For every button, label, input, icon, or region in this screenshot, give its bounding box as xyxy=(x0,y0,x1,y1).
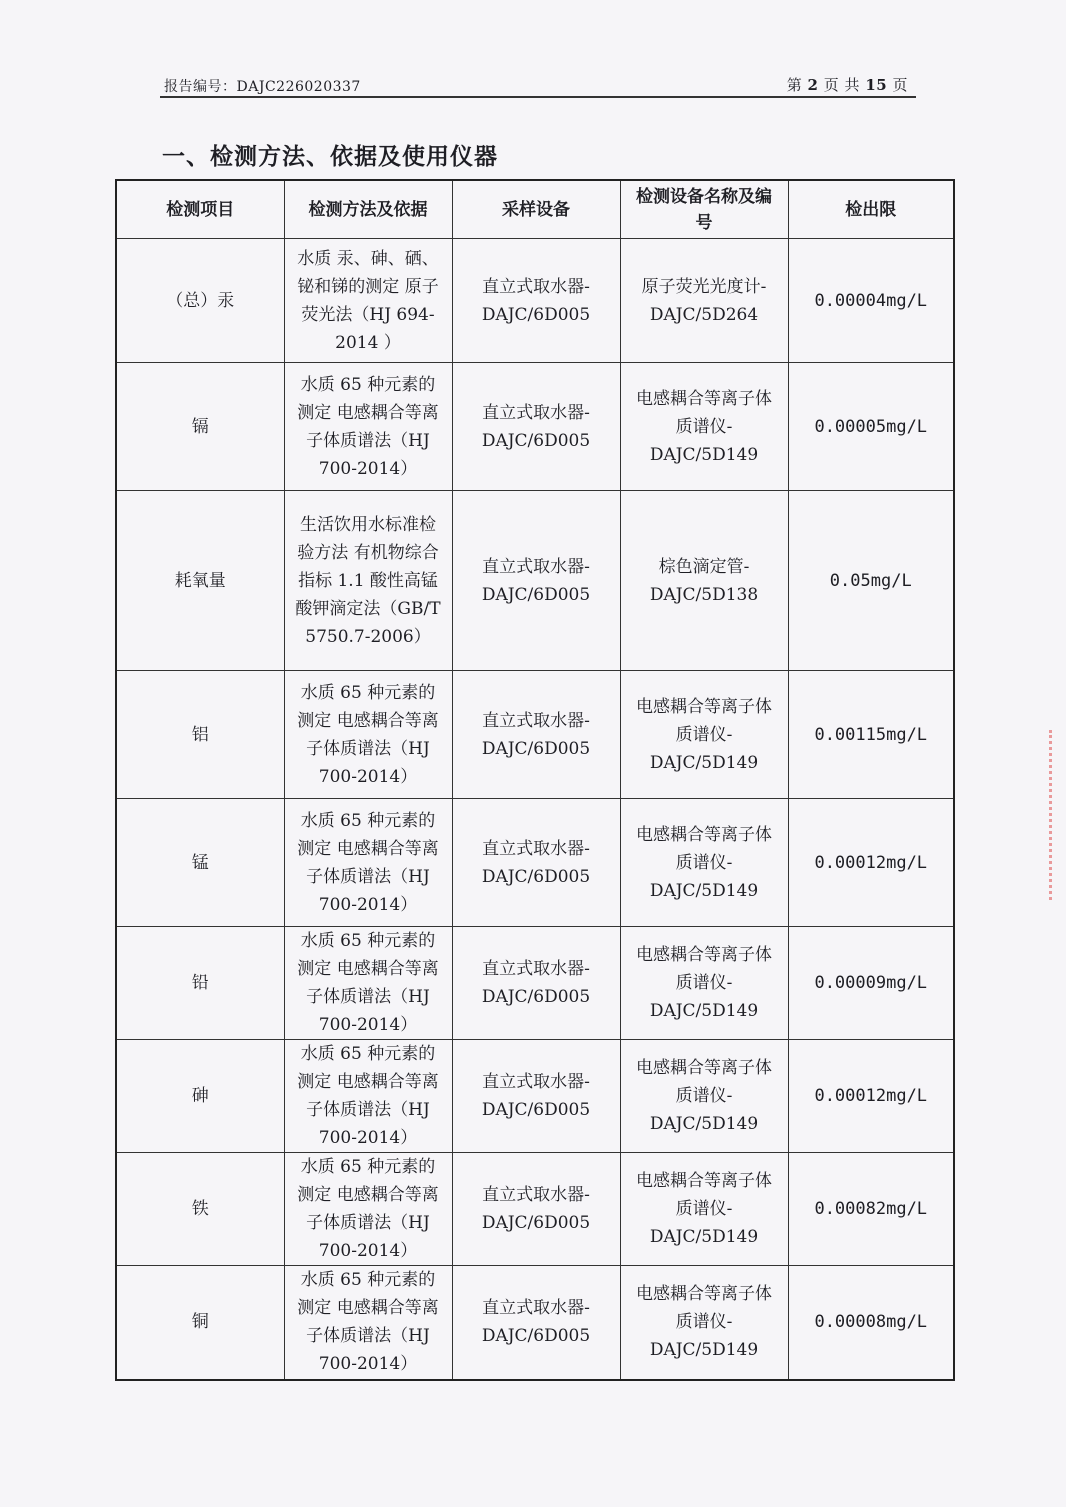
table-row xyxy=(116,671,954,799)
cell-instrument: 电感耦合等离子体质谱仪-DAJC/5D149 xyxy=(620,1266,788,1380)
cell-item: 耗氧量 xyxy=(116,491,284,671)
table-row xyxy=(116,239,954,363)
cell-sampler: 直立式取水器-DAJC/6D005 xyxy=(452,799,620,927)
cell-item: 镉 xyxy=(116,363,284,491)
cell-method: 水质 65 种元素的测定 电感耦合等离子体质谱法（HJ 700-2014） xyxy=(284,363,452,491)
methods-table xyxy=(115,179,955,1381)
table-header-row xyxy=(116,180,954,239)
cell-item: （总）汞 xyxy=(116,239,284,363)
cell-instrument: 电感耦合等离子体质谱仪-DAJC/5D149 xyxy=(620,927,788,1040)
table-row xyxy=(116,1153,954,1266)
cell-instrument: 电感耦合等离子体质谱仪-DAJC/5D149 xyxy=(620,1153,788,1266)
cell-item: 铅 xyxy=(116,927,284,1040)
cell-limit: 0.00005mg/L xyxy=(788,363,954,491)
cell-limit: 0.00115mg/L xyxy=(788,671,954,799)
page-header xyxy=(160,74,916,98)
cell-item: 铜 xyxy=(116,1266,284,1380)
header-sampler: 采样设备 xyxy=(452,180,620,239)
header-instrument: 检测设备名称及编号 xyxy=(620,180,788,239)
cell-sampler: 直立式取水器-DAJC/6D005 xyxy=(452,1153,620,1266)
cell-instrument: 原子荧光光度计-DAJC/5D264 xyxy=(620,239,788,363)
cell-sampler: 直立式取水器-DAJC/6D005 xyxy=(452,239,620,363)
section-title: 一、检测方法、依据及使用仪器 xyxy=(162,144,498,170)
cell-method: 水质 汞、砷、硒、铋和锑的测定 原子荧光法（HJ 694-2014 ） xyxy=(284,239,452,363)
page-current: 2 xyxy=(807,76,819,94)
cell-instrument: 电感耦合等离子体质谱仪-DAJC/5D149 xyxy=(620,799,788,927)
table-row xyxy=(116,799,954,927)
table-row xyxy=(116,1040,954,1153)
cell-method: 水质 65 种元素的测定 电感耦合等离子体质谱法（HJ 700-2014） xyxy=(284,1266,452,1380)
cell-instrument: 电感耦合等离子体质谱仪-DAJC/5D149 xyxy=(620,363,788,491)
cell-item: 铁 xyxy=(116,1153,284,1266)
cell-instrument: 电感耦合等离子体质谱仪-DAJC/5D149 xyxy=(620,1040,788,1153)
cell-limit: 0.00004mg/L xyxy=(788,239,954,363)
cell-limit: 0.00008mg/L xyxy=(788,1266,954,1380)
cell-method: 生活饮用水标准检验方法 有机物综合指标 1.1 酸性高锰酸钾滴定法（GB/T 5750.7-2006） xyxy=(284,491,452,671)
page-label-prefix: 第 xyxy=(786,76,803,94)
table-row xyxy=(116,363,954,491)
page-indicator xyxy=(787,74,908,95)
cell-limit: 0.00012mg/L xyxy=(788,799,954,927)
table-row xyxy=(116,491,954,671)
cell-sampler: 直立式取水器-DAJC/6D005 xyxy=(452,927,620,1040)
report-number: 报告编号：DAJC226020337 xyxy=(164,79,361,95)
cell-limit: 0.05mg/L xyxy=(788,491,954,671)
cell-sampler: 直立式取水器-DAJC/6D005 xyxy=(452,1040,620,1153)
cell-method: 水质 65 种元素的测定 电感耦合等离子体质谱法（HJ 700-2014） xyxy=(284,1153,452,1266)
cell-limit: 0.00082mg/L xyxy=(788,1153,954,1266)
header-method: 检测方法及依据 xyxy=(284,180,452,239)
header-item: 检测项目 xyxy=(116,180,284,239)
table-row xyxy=(116,927,954,1040)
cell-limit: 0.00012mg/L xyxy=(788,1040,954,1153)
header-limit: 检出限 xyxy=(788,180,954,239)
cell-method: 水质 65 种元素的测定 电感耦合等离子体质谱法（HJ 700-2014） xyxy=(284,799,452,927)
cell-instrument: 电感耦合等离子体质谱仪-DAJC/5D149 xyxy=(620,671,788,799)
cell-sampler: 直立式取水器-DAJC/6D005 xyxy=(452,363,620,491)
cell-sampler: 直立式取水器-DAJC/6D005 xyxy=(452,491,620,671)
page-total: 15 xyxy=(865,76,888,94)
cell-item: 砷 xyxy=(116,1040,284,1153)
seal-stamp-edge xyxy=(1049,730,1062,900)
cell-item: 锰 xyxy=(116,799,284,927)
cell-sampler: 直立式取水器-DAJC/6D005 xyxy=(452,671,620,799)
cell-method: 水质 65 种元素的测定 电感耦合等离子体质谱法（HJ 700-2014） xyxy=(284,927,452,1040)
page-label-mid: 页 共 xyxy=(823,76,861,94)
cell-sampler: 直立式取水器-DAJC/6D005 xyxy=(452,1266,620,1380)
cell-limit: 0.00009mg/L xyxy=(788,927,954,1040)
table-row xyxy=(116,1266,954,1380)
cell-item: 铝 xyxy=(116,671,284,799)
cell-method: 水质 65 种元素的测定 电感耦合等离子体质谱法（HJ 700-2014） xyxy=(284,671,452,799)
page-label-suffix: 页 xyxy=(892,76,908,94)
cell-method: 水质 65 种元素的测定 电感耦合等离子体质谱法（HJ 700-2014） xyxy=(284,1040,452,1153)
cell-instrument: 棕色滴定管-DAJC/5D138 xyxy=(620,491,788,671)
